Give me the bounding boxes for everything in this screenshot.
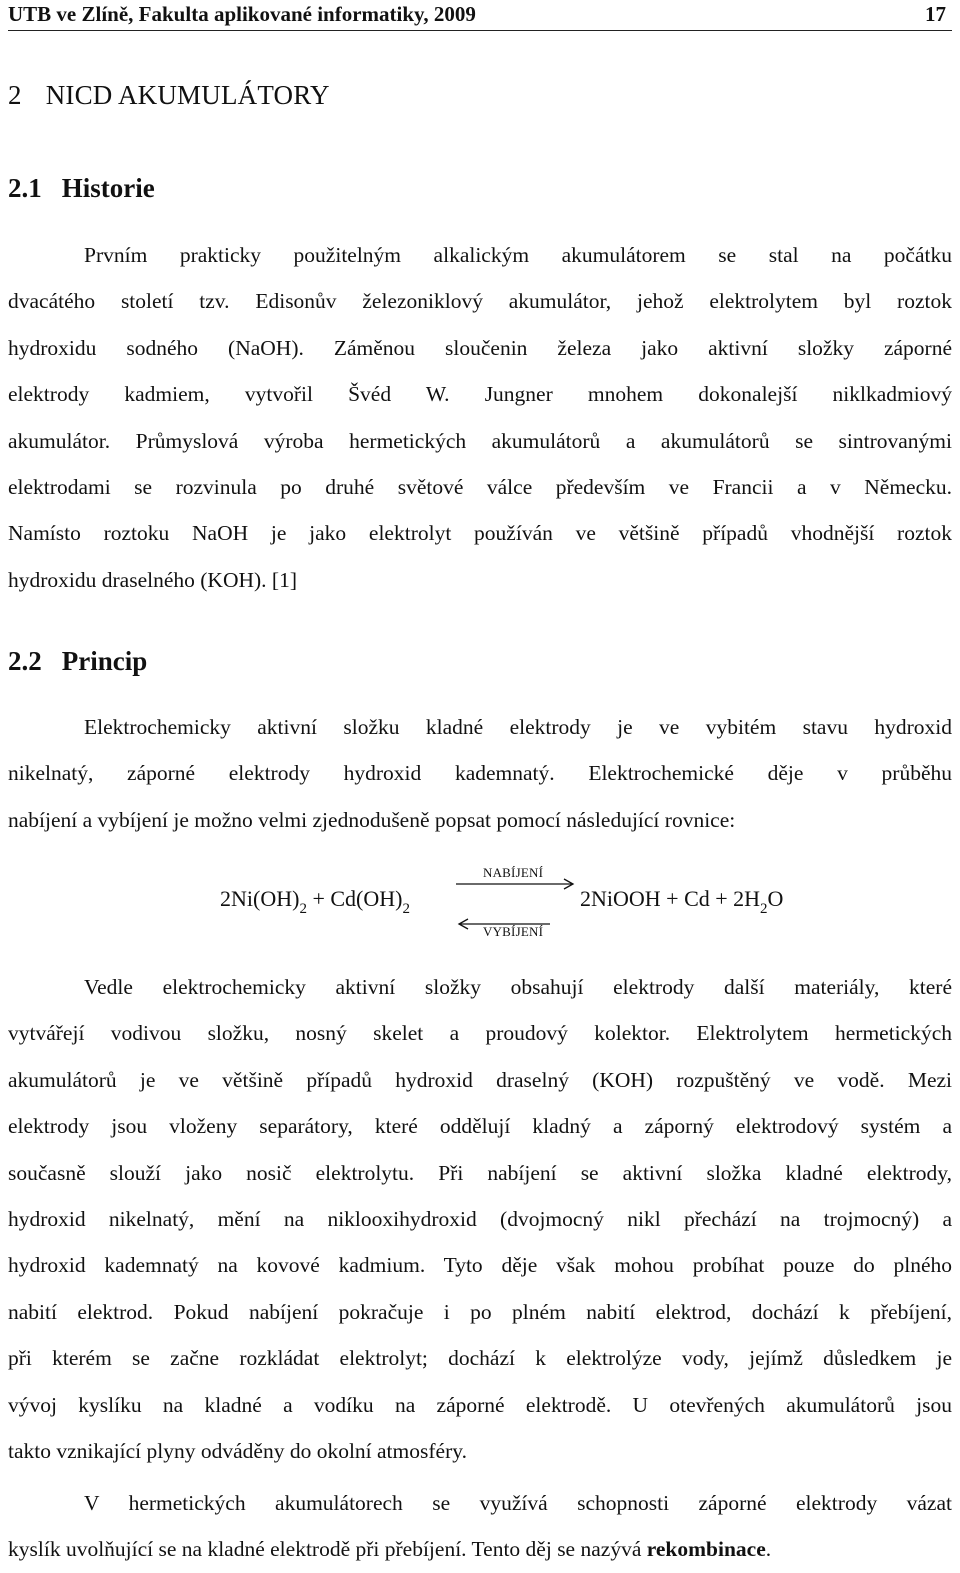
section-heading-history (8, 173, 155, 204)
principle-paragraph (8, 704, 952, 843)
history-paragraph (8, 232, 952, 603)
section-heading-principle (8, 646, 147, 677)
text-line: dvacátého století tzv. Edisonův železoniklový akumulátor, jehož elektrolytem byl roztok (8, 289, 952, 314)
chapter-title: NICD AKUMULÁTORY (45, 80, 330, 110)
text-line: Namísto roztoku NaOH je jako elektrolyt používán ve většině případů vhodnější roztok (8, 521, 952, 546)
charge-label: NABÍJENÍ (483, 865, 544, 880)
text-line: při kterém se začne rozkládat elektrolyt; dochází k elektrolýze vody, jejímž důsledkem je (8, 1346, 952, 1371)
text-line: Vedle elektrochemicky aktivní složky obsahují elektrody další materiály, které (84, 975, 952, 999)
section-title: Princip (61, 646, 148, 676)
text-line: kyslík uvolňující se na kladné elektrodě při přebíjení. Tento děj se nazývá rekombinace. (8, 1537, 772, 1562)
page-number: 17 (925, 2, 946, 26)
text-line: nabíjení a vybíjení je možno velmi zjednodušeně popsat pomocí následující rovnice: (8, 807, 736, 832)
equation-reactants: $2Ni(OH)_2 + Cd(OH)_2$ (220, 886, 410, 917)
equation-products: 2NiOOH + $Cd + 2H_2O$ (580, 886, 784, 917)
text-line: hydroxidu sodného (NaOH). Záměnou sloučenin železa jako aktivní složky záporné (8, 335, 952, 360)
section-number: 2.2 (8, 646, 42, 676)
text-line: elektrody jsou vloženy separátory, které oddělují kladný a záporný elektrodový systém a (8, 1114, 952, 1139)
discharge-label: VYBÍJENÍ (483, 924, 544, 939)
text-line: elektrody kadmiem, vytvořil Švéd W. Jungner mnohem dokonalejší niklkadmiový (8, 382, 952, 407)
recombination-paragraph (8, 1480, 952, 1573)
chapter-number: 2 (8, 80, 22, 110)
text-line: elektrodami se rozvinula po druhé světové válce především ve Francii a v Německu. (8, 475, 952, 500)
section-number: 2.1 (8, 173, 42, 203)
text-line: hydroxidu draselného (KOH). [1] (8, 567, 297, 592)
text-line: akumulátor. Průmyslová výroba hermetických akumulátorů a akumulátorů se sintrovanými (8, 428, 952, 453)
keyword-rekombinace: rekombinace (646, 1537, 766, 1562)
text-line: Prvním prakticky použitelným alkalickým akumulátorem se stal na počátku (84, 243, 952, 267)
text-line: Elektrochemicky aktivní složku kladné elektrody je ve vybitém stavu hydroxid (84, 715, 952, 739)
components-paragraph (8, 964, 952, 1474)
text-line: vývoj kyslíku na kladné a vodíku na záporné elektrodě. U otevřených akumulátorů jsou (8, 1392, 952, 1417)
text-line: akumulátorů je ve většině případů hydroxid draselný (KOH) rozpuštěný ve vodě. Mezi (8, 1067, 952, 1092)
text-line: hydroxid nikelnatý, mění na niklooxihydroxid (dvojmocný nikl přechází na trojmocný) a (8, 1207, 952, 1232)
text-line: vytvářejí vodivou složku, nosný skelet a proudový kolektor. Elektrolytem hermetických (8, 1021, 952, 1046)
right-arrow-icon (456, 876, 576, 892)
header-title: UTB ve Zlíně, Fakulta aplikované informatiky, 2009 (8, 2, 476, 26)
text-line: nabití elektrod. Pokud nabíjení pokračuje i po plném nabití elektrod, dochází k přebíjení, (8, 1299, 952, 1324)
page-header (8, 0, 952, 31)
text-line: hydroxid kademnatý na kovové kadmium. Tyto děje však mohou probíhat pouze do plného (8, 1253, 952, 1278)
text-line: takto vznikající plyny odváděny do okolní atmosféry. (8, 1439, 467, 1464)
text-line: V hermetických akumulátorech se využívá schopnosti záporné elektrody vázat (84, 1491, 952, 1515)
text-line: nikelnatý, záporné elektrody hydroxid kademnatý. Elektrochemické děje v průběhu (8, 761, 952, 786)
chapter-heading (8, 80, 330, 111)
reaction-equation (0, 848, 960, 948)
text-line: současně slouží jako nosič elektrolytu. Při nabíjení se aktivní složka kladné elektrody, (8, 1160, 952, 1185)
section-title: Historie (61, 173, 155, 203)
